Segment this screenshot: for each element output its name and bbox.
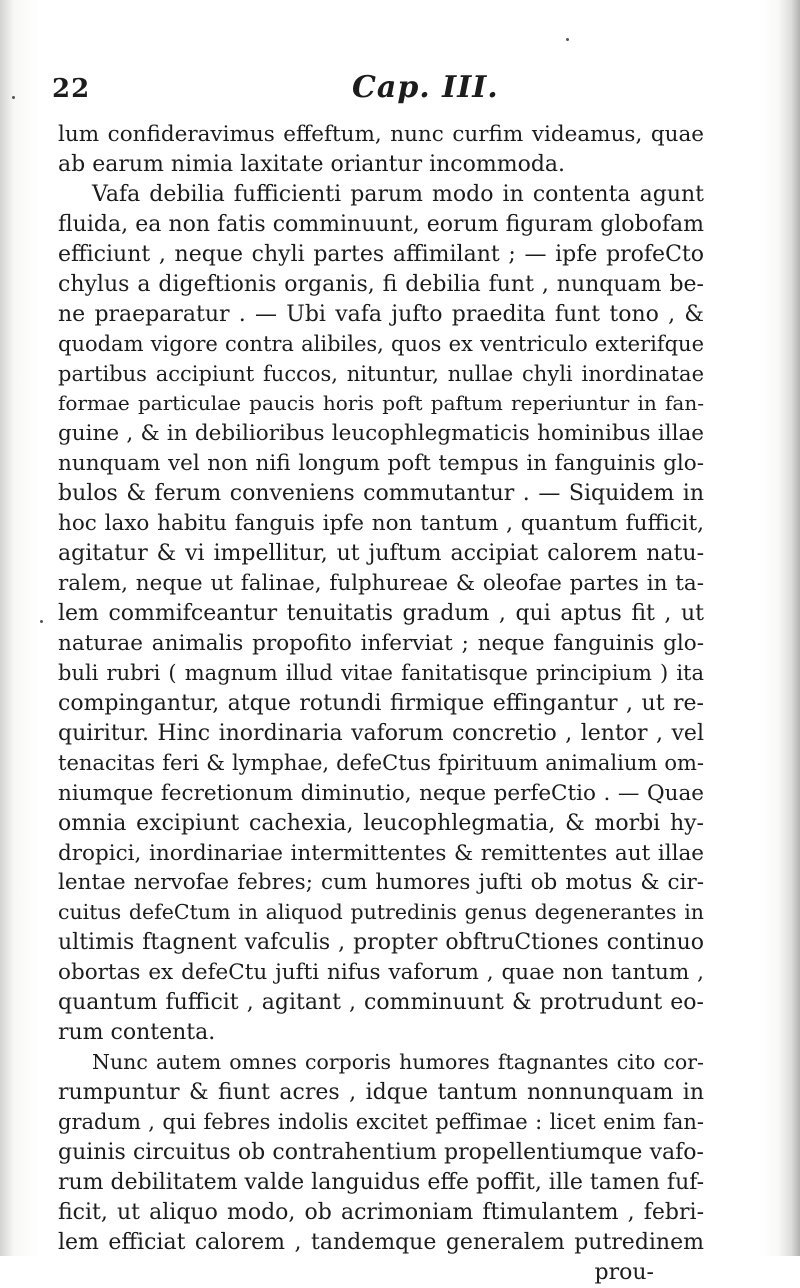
text-line: ab earum nimia laxitate oriantur incommoda. (58, 151, 566, 177)
text-line: lem commifceantur tenuitatis gradum , qui aptus fit , ut (58, 601, 704, 626)
text-line: chylus a digeftionis organis, fi debilia funt , nunquam be- (58, 271, 704, 297)
text-line: quiritur. Hinc inordinaria vaforum concretio , lentor , vel (58, 720, 704, 746)
text-line: compingantur, atque rotundi firmique effingantur , ut re- (58, 690, 704, 716)
text-line: rumpuntur & fiunt acres , idque tantum nonnunquam in (58, 1080, 704, 1105)
page-header (52, 70, 712, 110)
text-line: omnia excipiunt cachexia, leucophlegmatia, & morbi hy- (58, 810, 704, 836)
text-line: efficiunt , neque chyli partes affimilant ; — ipfe profeCto (58, 241, 704, 267)
text-line: quantum fufficit , agitant , comminuunt & protrudunt eo- (58, 990, 704, 1016)
text-line: tenacitas feri & lymphae, defeCtus fpirituum animalium om- (58, 750, 704, 775)
text-line: niumque fecretionum diminutio, neque perfeCtio . — Quae (58, 780, 704, 806)
text-line: bulos & ferum conveniens commutantur . — Siquidem in (58, 481, 704, 507)
text-line: ne praeparatur . — Ubi vafa jufto praedita funt tono , & (58, 301, 704, 327)
text-line: rum contenta. (58, 1020, 216, 1046)
text-line: dropici, inordinariae intermittentes & remittentes aut illae (58, 840, 704, 866)
page-edge-shadow (778, 0, 800, 1256)
body-text (58, 120, 704, 1288)
text-line: hoc laxo habitu fanguis ipfe non tantum , quantum fufficit, (58, 511, 704, 537)
text-line: lem efficiat calorem , tandemque generalem putredinem (58, 1229, 704, 1255)
text-line: nunquam vel non nifi longum poft tempus in fanguinis glo- (58, 451, 704, 477)
text-line: rum debilitatem valde languidus effe poffit, ille tamen fuf- (58, 1169, 704, 1195)
text-line: obortas ex defeCtu jufti nifus vaforum , quae non tantum , (58, 960, 704, 986)
ink-speck (12, 96, 15, 99)
text-line: agitatur & vi impellitur, ut juftum accipiat calorem natu- (58, 541, 704, 567)
text-line: naturae animalis propofito inferviat ; neque fanguinis glo- (58, 630, 704, 656)
ink-speck (566, 38, 569, 41)
text-line: ralem, neque ut falinae, fulphureae & oleofae partes in ta- (58, 571, 704, 597)
text-line: guinis circuitus ob contrahentium propellentiumque vafo- (58, 1139, 704, 1165)
text-line: Vafa debilia fufficienti parum modo in contenta agunt (92, 181, 704, 207)
text-line: partibus accipiunt fuccos, nituntur, nullae chyli inordinatae (58, 361, 704, 386)
text-line: ultimis ftagnent vafculis , propter obftruCtiones continuo (58, 930, 704, 956)
page-number: 22 (52, 74, 91, 104)
text-line: ficit, ut aliquo modo, ob acrimoniam ftimulantem , febri- (58, 1199, 704, 1225)
catchword: prou- (594, 1259, 654, 1285)
text-line: gradum , qui febres indolis excitet peffimae : licet enim fan- (58, 1109, 704, 1134)
text-line: Nunc autem omnes corporis humores ftagnantes cito cor- (92, 1050, 704, 1075)
ink-speck (40, 620, 43, 623)
text-line: guine , & in debilioribus leucophlegmaticis hominibus illae (58, 421, 704, 447)
text-line: formae particulae paucis horis poft paftum reperiuntur in fan- (58, 391, 704, 416)
page-gutter-shadow (0, 0, 14, 1256)
text-line: quodam vigore contra alibiles, quos ex ventriculo exterifque (58, 331, 704, 356)
text-line: lentae nervofae febres; cum humores jufti ob motus & cir- (58, 870, 704, 896)
text-line: fluida, ea non fatis comminuunt, eorum figuram globofam (58, 211, 704, 237)
text-line: cuitus defeCtum in aliquod putredinis genus degenerantes in (58, 900, 704, 925)
running-head: Cap. III. (352, 70, 499, 105)
text-line: lum confideravimus effeftum, nunc curfim videamus, quae (58, 122, 704, 147)
text-line: buli rubri ( magnum illud vitae fanitatisque principium ) ita (58, 660, 704, 685)
